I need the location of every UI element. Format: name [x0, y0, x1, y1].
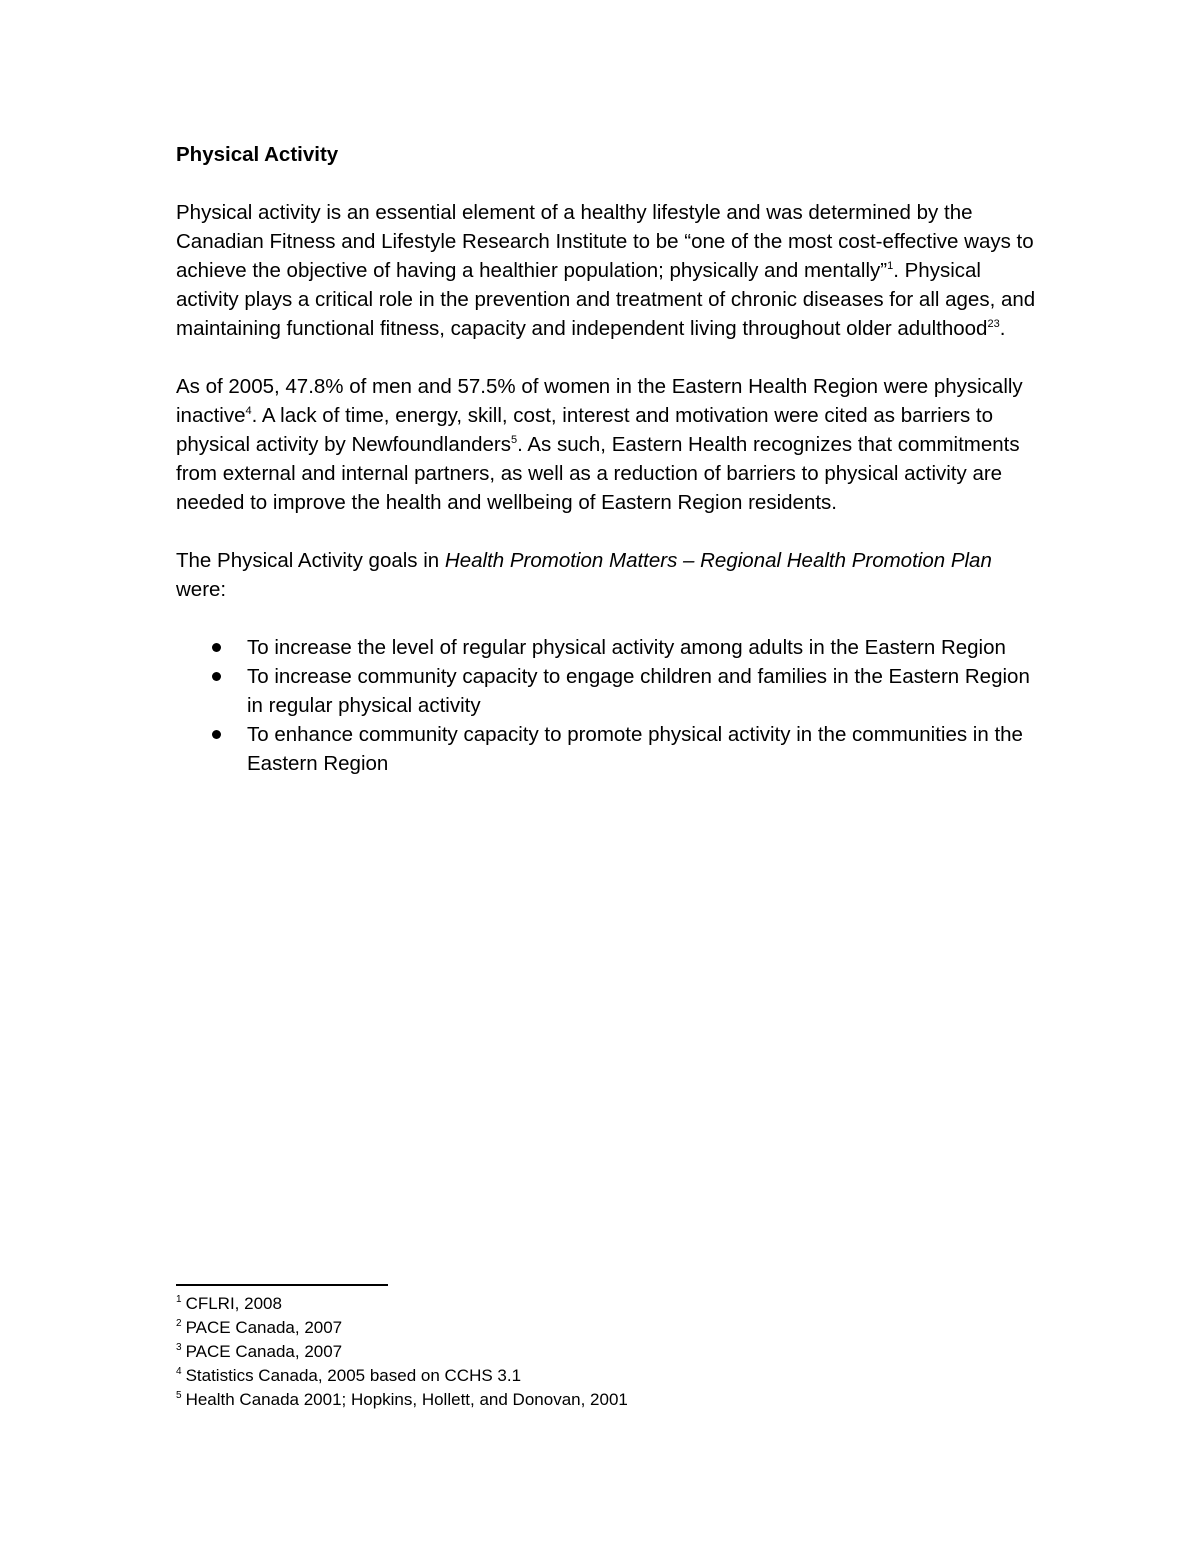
footnote-ref: 1 — [887, 260, 894, 272]
footnote-text: PACE Canada, 2007 — [185, 1318, 343, 1337]
paragraph-text: . As such, Eastern Health recognizes that commitments from external and internal partners, as well as a reduction of barriers to physical activity are needed to improve the health and wellbeing of Eastern Region residents. — [176, 433, 1020, 514]
goals-list — [176, 633, 1036, 778]
paragraph-text: As of 2005, 47.8% of men and 57.5% of women in the Eastern Health Region were physically inactive — [176, 375, 1023, 427]
footnote-number: 3 — [176, 1342, 182, 1353]
paragraph-intro — [176, 198, 1036, 343]
goal-text: To enhance community capacity to promote physical activity in the communities in the Eastern Region — [247, 723, 1023, 775]
paragraph-text: The Physical Activity goals in — [176, 549, 445, 572]
footnote-text: Statistics Canada, 2005 based on CCHS 3.1 — [185, 1366, 522, 1385]
bullet-icon — [212, 730, 221, 739]
goal-text: To increase community capacity to engage children and families in the Eastern Region in regular physical activity — [247, 665, 1030, 717]
footnote-ref: 23 — [987, 318, 1000, 330]
paragraph-text: . A lack of time, energy, skill, cost, interest and motivation were cited as barriers to physical activity by Newfoundlanders — [176, 404, 993, 456]
footnote — [176, 1364, 876, 1388]
list-item — [176, 662, 1036, 720]
footnote-text: CFLRI, 2008 — [185, 1294, 282, 1313]
bullet-icon — [212, 643, 221, 652]
footnote-number: 1 — [176, 1294, 182, 1305]
list-item — [176, 720, 1036, 778]
document-body — [176, 140, 1036, 778]
footnote — [176, 1316, 876, 1340]
footnote-ref: 5 — [511, 434, 518, 446]
plan-title-italic: Health Promotion Matters – Regional Health Promotion Plan — [444, 549, 992, 572]
footnote-number: 4 — [176, 1366, 182, 1377]
footnote-number: 2 — [176, 1318, 182, 1329]
footnote — [176, 1388, 876, 1412]
paragraph-text: . — [999, 317, 1006, 340]
goal-text: To increase the level of regular physical activity among adults in the Eastern Region — [247, 636, 1006, 659]
footnote-number: 5 — [176, 1390, 182, 1401]
footnote-text: PACE Canada, 2007 — [185, 1342, 343, 1361]
paragraph-text: were: — [176, 578, 227, 601]
paragraph-text: Physical activity is an essential element of a healthy lifestyle and was determined by the Canadian Fitness and Lifestyle Research Institute to be “one of the most cost-effective ways to achieve the objective of having a healthier population; physically and mentally” — [176, 201, 1034, 282]
paragraph-text: . Physical activity plays a critical role in the prevention and treatment of chronic diseases for all ages, and maintaining functional fitness, capacity and independent living throughout older adulthood — [176, 259, 1036, 340]
paragraph-goals-intro — [176, 546, 1036, 604]
footnote-ref: 4 — [245, 405, 252, 417]
paragraph-statistics — [176, 372, 1036, 517]
section-title: Physical Activity — [176, 143, 339, 166]
footnotes — [176, 1292, 876, 1412]
footnote-separator — [176, 1284, 388, 1286]
bullet-icon — [212, 672, 221, 681]
list-item — [176, 633, 1036, 662]
footnote — [176, 1340, 876, 1364]
footnote — [176, 1292, 876, 1316]
footnote-text: Health Canada 2001; Hopkins, Hollett, and Donovan, 2001 — [185, 1390, 628, 1409]
